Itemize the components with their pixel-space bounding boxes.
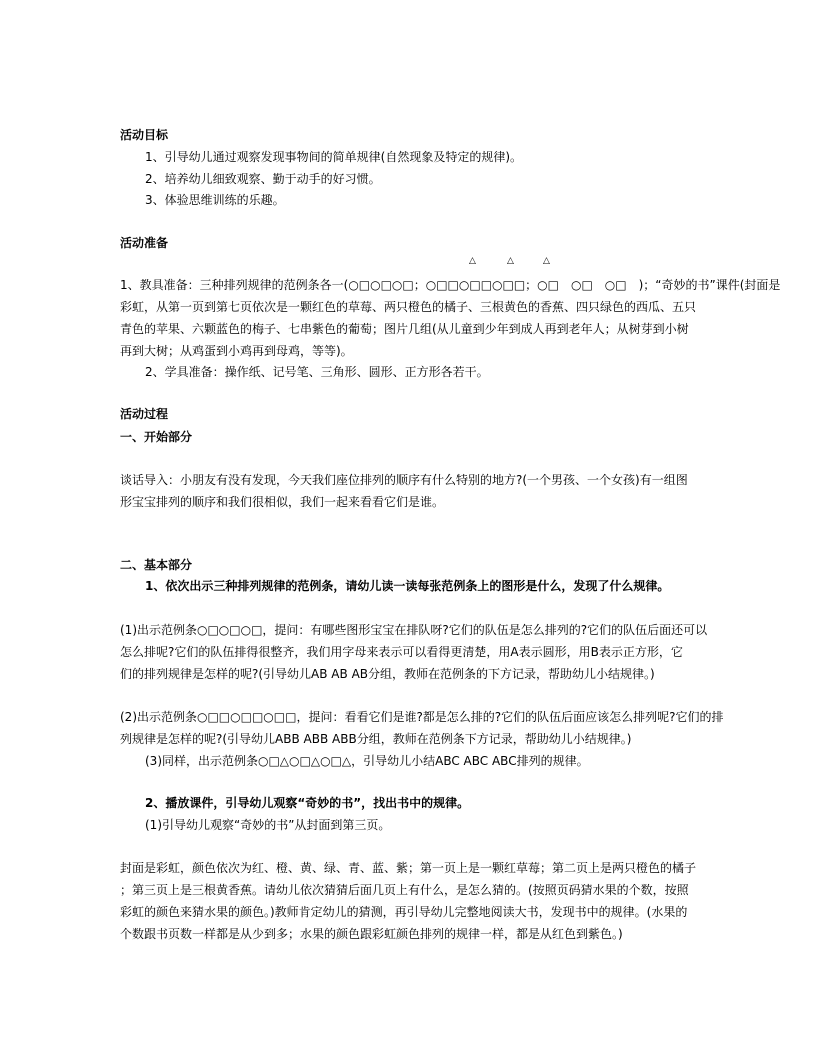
goal-item-2: 2、培养幼儿细致观察、勤于动手的好习惯。 xyxy=(145,172,381,186)
section-heading-goal: 活动目标 xyxy=(120,128,169,142)
step2-paragraph-line-3: 彩虹的颜色来猜水果的颜色。)教师肯定幼儿的猜测，再引导幼儿完整地阅读大书，发现书中的规律。(水果的 xyxy=(120,905,688,919)
prep-paragraph-1-line-3: 青色的苹果、六颗蓝色的梅子、七串紫色的葡萄；图片几组(从儿童到少年到成人再到老年人；从树芽到小树 xyxy=(120,322,689,336)
prep-paragraph-2: 2、学具准备：操作纸、记号笔、三角形、圆形、正方形各若干。 xyxy=(145,365,489,379)
part2-step-2: 2、播放课件，引导幼儿观察“奇妙的书”，找出书中的规律。 xyxy=(145,796,470,810)
part1-paragraph-line-2: 形宝宝排列的顺序和我们很相似，我们一起来看看它们是谁。 xyxy=(120,495,445,509)
step1-paragraph-1-line-2: 怎么排呢?它们的队伍排得很整齐，我们用字母来表示可以看得更清楚，用A表示圆形，用B表示正方形，它 xyxy=(120,645,683,659)
part1-paragraph-line-1: 谈话导入：小朋友有没有发现，今天我们座位排列的顺序有什么特别的地方?(一个男孩、一个女孩)有一组图 xyxy=(120,473,688,487)
prep-paragraph-1-line-4: 再到大树；从鸡蛋到小鸡再到母鸡，等等)。 xyxy=(120,344,353,358)
triangle-mark-2: △ xyxy=(507,256,514,266)
goal-item-3: 3、体验思维训练的乐趣。 xyxy=(145,193,285,207)
triangle-mark-3: △ xyxy=(543,256,550,266)
part2-heading: 二、基本部分 xyxy=(120,558,193,572)
section-heading-prep: 活动准备 xyxy=(120,236,169,250)
triangle-mark-1: △ xyxy=(469,256,476,266)
step1-paragraph-1-line-1: (1)出示范例条○□○□○□，提问：有哪些图形宝宝在排队呀?它们的队伍是怎么排列的?它们的队伍后面还可以 xyxy=(120,623,708,637)
step2-paragraph-line-2: ；第三页上是三根黄香蕉。请幼儿依次猜猜后面几页上有什么，是怎么猜的。(按照页码猜水果的个数，按照 xyxy=(120,883,689,897)
part1-heading: 一、开始部分 xyxy=(120,430,193,444)
prep-paragraph-1-line-1: 1、教具准备：三种排列规律的范例条各一(○□○□○□；○□□○□□○□□；○□ ○□ ○□ )；“奇妙的书”课件(封面是 xyxy=(120,278,781,292)
goal-item-1: 1、引导幼儿通过观察发现事物间的简单规律(自然现象及特定的规律)。 xyxy=(145,150,523,164)
step1-paragraph-2-line-1: (2)出示范例条○□□○□□○□□，提问：看看它们是谁?都是怎么排的?它们的队伍后面应该怎么排列呢?它们的排 xyxy=(120,710,724,724)
step2-paragraph-line-4: 个数跟书页数一样都是从少到多；水果的颜色跟彩虹颜色排列的规律一样，都是从红色到紫色。) xyxy=(120,927,623,941)
step1-paragraph-3: (3)同样，出示范例条○□△○□△○□△，引导幼儿小结ABC ABC ABC排列的规律。 xyxy=(145,754,589,768)
step2-paragraph-line-1: 封面是彩虹，颜色依次为红、橙、黄、绿、青、蓝、紫；第一页上是一颗红草莓；第二页上是两只橙色的橘子 xyxy=(120,861,697,875)
step1-paragraph-1-line-3: 们的排列规律是怎样的呢?(引导幼儿AB AB AB分组，教师在范例条的下方记录，帮助幼儿小结规律。) xyxy=(120,667,655,681)
step1-paragraph-2-line-2: 列规律是怎样的呢?(引导幼儿ABB ABB ABB分组，教师在范例条下方记录，帮助幼儿小结规律。) xyxy=(120,732,632,746)
prep-paragraph-1-line-2: 彩虹，从第一页到第七页依次是一颗红色的草莓、两只橙色的橘子、三根黄色的香蕉、四只绿色的西瓜、五只 xyxy=(120,300,697,314)
section-heading-process: 活动过程 xyxy=(120,407,169,421)
step2-subitem-1: (1)引导幼儿观察“奇妙的书”从封面到第三页。 xyxy=(145,818,391,832)
part2-step-1: 1、依次出示三种排列规律的范例条，请幼儿读一读每张范例条上的图形是什么，发现了什么规律。 xyxy=(145,579,670,593)
